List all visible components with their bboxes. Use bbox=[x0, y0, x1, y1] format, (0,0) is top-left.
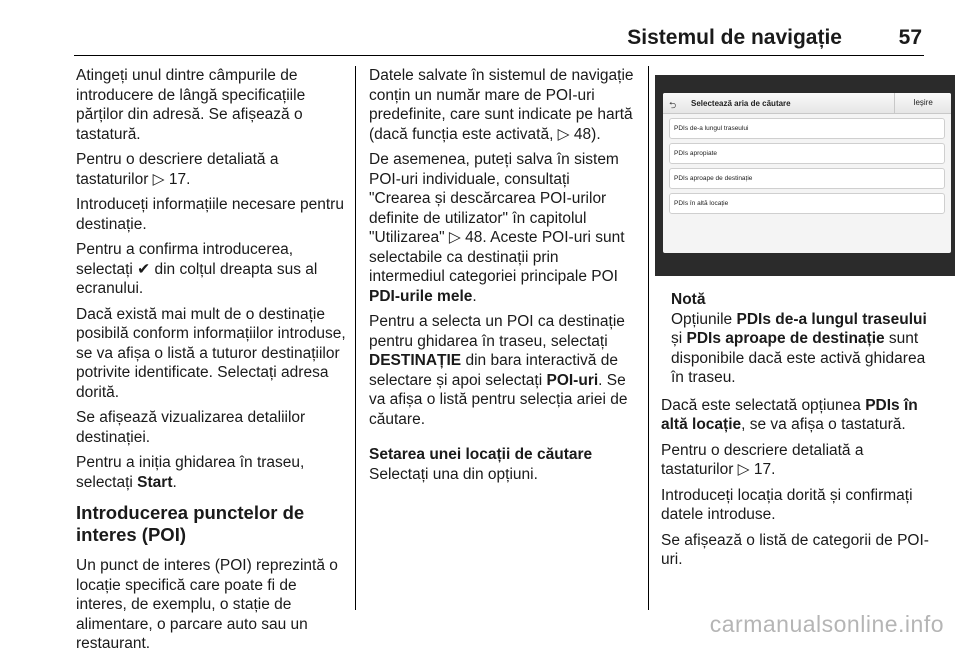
column-divider bbox=[355, 66, 356, 610]
paragraph: Introduceți locația dorită și confirmați datele introduse. bbox=[661, 486, 913, 523]
chapter-title: Sistemul de navigație bbox=[627, 26, 842, 49]
infotainment-screen bbox=[663, 93, 951, 253]
poi-label: POI-uri bbox=[546, 371, 599, 389]
text: , se va afișa o tastatură. bbox=[741, 416, 906, 433]
exit-button[interactable]: Ieșire bbox=[894, 93, 951, 113]
my-poi-label: PDI-urile mele bbox=[369, 287, 473, 305]
back-arrow-icon[interactable]: ⮌ bbox=[669, 100, 677, 110]
option-nearby[interactable]: PDIs apropiate bbox=[669, 143, 945, 164]
page-header bbox=[0, 0, 960, 62]
paragraph: Atingeți unul dintre câmpurile de introducere de lângă specificațiile părților din adresă. Se afișează o tastatură. bbox=[76, 67, 306, 143]
paragraph: Un punct de interes (POI) reprezintă o locație specifică care poate fi de interes, de exemplu, o stație de alimentare, o parcare auto sau un restaurant. bbox=[76, 557, 338, 652]
option-name: PDIs în altă locație bbox=[661, 396, 918, 433]
paragraph: Datele salvate în sistemul de navigație conțin un număr mare de POI-uri predefinite, care sunt indicate pe hartă (dacă funcția este activată, ▷ 48). bbox=[369, 67, 634, 143]
destination-label: DESTINAȚIE bbox=[369, 352, 462, 369]
paragraph: Se afișează vizualizarea detaliilor destinației. bbox=[76, 409, 306, 446]
paragraph bbox=[369, 150, 634, 306]
column-2 bbox=[369, 66, 634, 490]
text: Opțiunile bbox=[671, 310, 737, 328]
screen-title: Selectează aria de căutare bbox=[691, 99, 791, 108]
paragraph: Selectați una din opțiuni. bbox=[369, 465, 538, 483]
paragraph: Pentru o descriere detaliată a tastaturilor ▷ 17. bbox=[76, 151, 279, 188]
paragraph: Pentru o descriere detaliată a tastaturilor ▷ 17. bbox=[661, 441, 864, 478]
option-name: PDIs aproape de destinație bbox=[686, 330, 885, 347]
screen-illustration bbox=[655, 75, 955, 276]
note-text bbox=[671, 310, 929, 388]
section-heading: Introducerea punctelor de interes (POI) bbox=[76, 502, 305, 545]
text: . bbox=[172, 473, 177, 491]
start-label: Start bbox=[137, 473, 173, 491]
header-rule bbox=[74, 55, 924, 56]
paragraph: Pentru a confirma introducerea, selectați ✔ din colțul dreapta sus al ecranului. bbox=[76, 241, 318, 297]
paragraph: Introduceți informațiile necesare pentru destinație. bbox=[76, 196, 344, 233]
screen-title-bar bbox=[663, 93, 951, 114]
column-divider bbox=[648, 66, 649, 610]
column-3 bbox=[661, 290, 929, 576]
text: și bbox=[671, 330, 687, 347]
text: . Se va afișa o listă pentru selecția ariei de căutare. bbox=[369, 371, 628, 428]
paragraph bbox=[369, 312, 634, 429]
text: din bara interactivă de selectare și apoi selectați bbox=[369, 352, 618, 389]
note-title: Notă bbox=[671, 291, 706, 308]
watermark: carmanualsonline.info bbox=[709, 611, 944, 637]
option-along-route[interactable]: PDIs de-a lungul traseului bbox=[669, 118, 945, 139]
paragraph: Dacă există mai mult de o destinație posibilă conform informațiilor introduse, se va afișa o listă a tuturor destinațiilor potrivite identificate. Selectați adresa dorită. bbox=[76, 305, 346, 401]
option-name: PDIs de-a lungul traseului bbox=[736, 310, 927, 328]
option-other-location[interactable]: PDIs în altă locație bbox=[669, 193, 945, 214]
text: Pentru a selecta un POI ca destinație pentru ghidarea în traseu, selectați bbox=[369, 313, 625, 350]
page-number: 57 bbox=[898, 26, 922, 49]
option-near-destination[interactable]: PDIs aproape de destinație bbox=[669, 168, 945, 189]
paragraph bbox=[661, 396, 929, 435]
text: Pentru a iniția ghidarea în traseu, selectați bbox=[76, 454, 305, 491]
subsection-heading: Setarea unei locații de căutare bbox=[369, 446, 593, 463]
paragraph bbox=[76, 453, 346, 492]
paragraph: Se afișează o listă de categorii de POI-uri. bbox=[661, 531, 929, 568]
text: . bbox=[472, 287, 477, 305]
note-block bbox=[661, 290, 929, 388]
text: sunt disponibile dacă este activă ghidarea în traseu. bbox=[671, 330, 926, 386]
text: De asemenea, puteți salva în sistem POI-uri individuale, consultați "Crearea și descărcarea POI-urilor definite de utilizator" în capitolul "Utilizarea" ▷ 48. Aceste POI-uri sunt selectabile ca destinații prin intermediul categoriei principale POI bbox=[369, 151, 625, 285]
column-1 bbox=[76, 66, 346, 660]
text: Dacă este selectată opțiunea bbox=[661, 396, 866, 414]
